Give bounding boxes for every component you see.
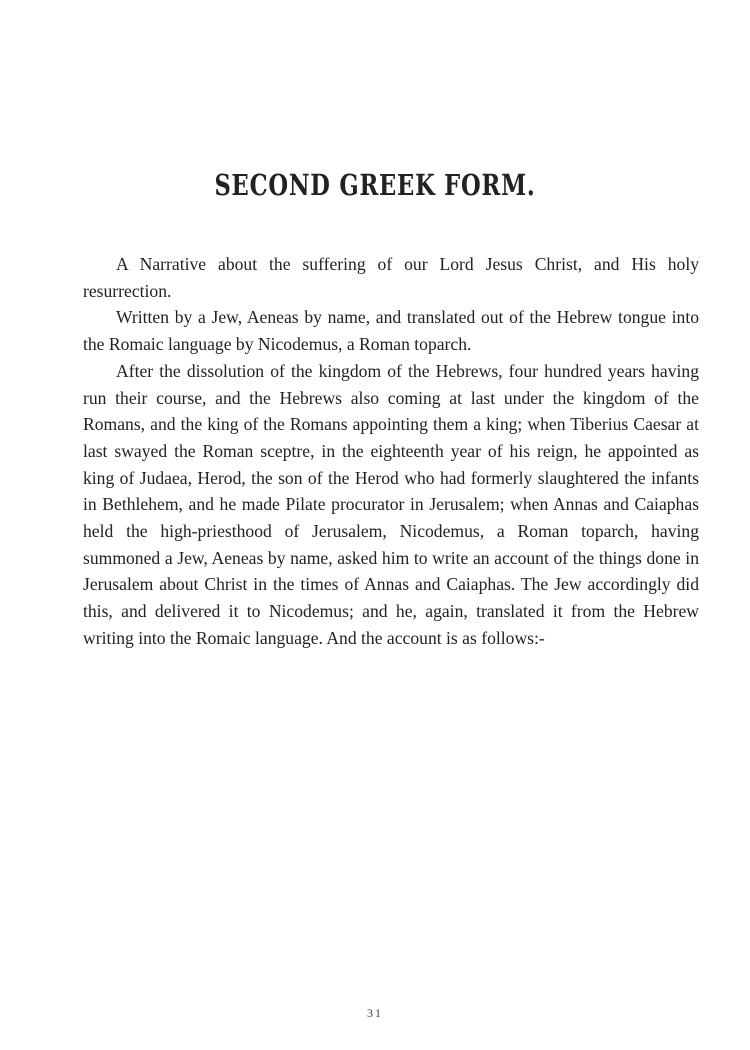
body-text (83, 251, 699, 652)
page-title: SECOND GREEK FORM. (214, 168, 536, 202)
paragraph-1: A Narrative about the suffering of our Lord Jesus Christ, and His holy resurrection. (83, 254, 699, 301)
paragraph-3: After the dissolution of the kingdom of the Hebrews, four hundred years having run their course, and the Hebrews also coming at last under the kingdom of the Romans, and the king of the Romans appointing them a king; when Tiberius Caesar at last swayed the Roman sceptre, in the eighteenth year of his reign, he appointed as king of Judaea, Herod, the son of the Herod who had formerly slaughtered the infants in Bethlehem, and he made Pilate procurator in Jerusalem; when Annas and Caiaphas held the high-priesthood of Jerusalem, Nicodemus, a Roman toparch, having summoned a Jew, Aeneas by name, asked him to write an account of the things done in Jerusalem about Christ in the times of Annas and Caiaphas. The Jew accordingly did this, and delivered it to Nicodemus; and he, again, translated it from the Hebrew writing into the Romaic language. And the account is as follows:- (83, 360, 699, 648)
page-number: 31 (367, 1006, 383, 1020)
paragraph-2: Written by a Jew, Aeneas by name, and translated out of the Hebrew tongue into the Romaic language by Nicodemus, a Roman toparch. (83, 307, 699, 355)
